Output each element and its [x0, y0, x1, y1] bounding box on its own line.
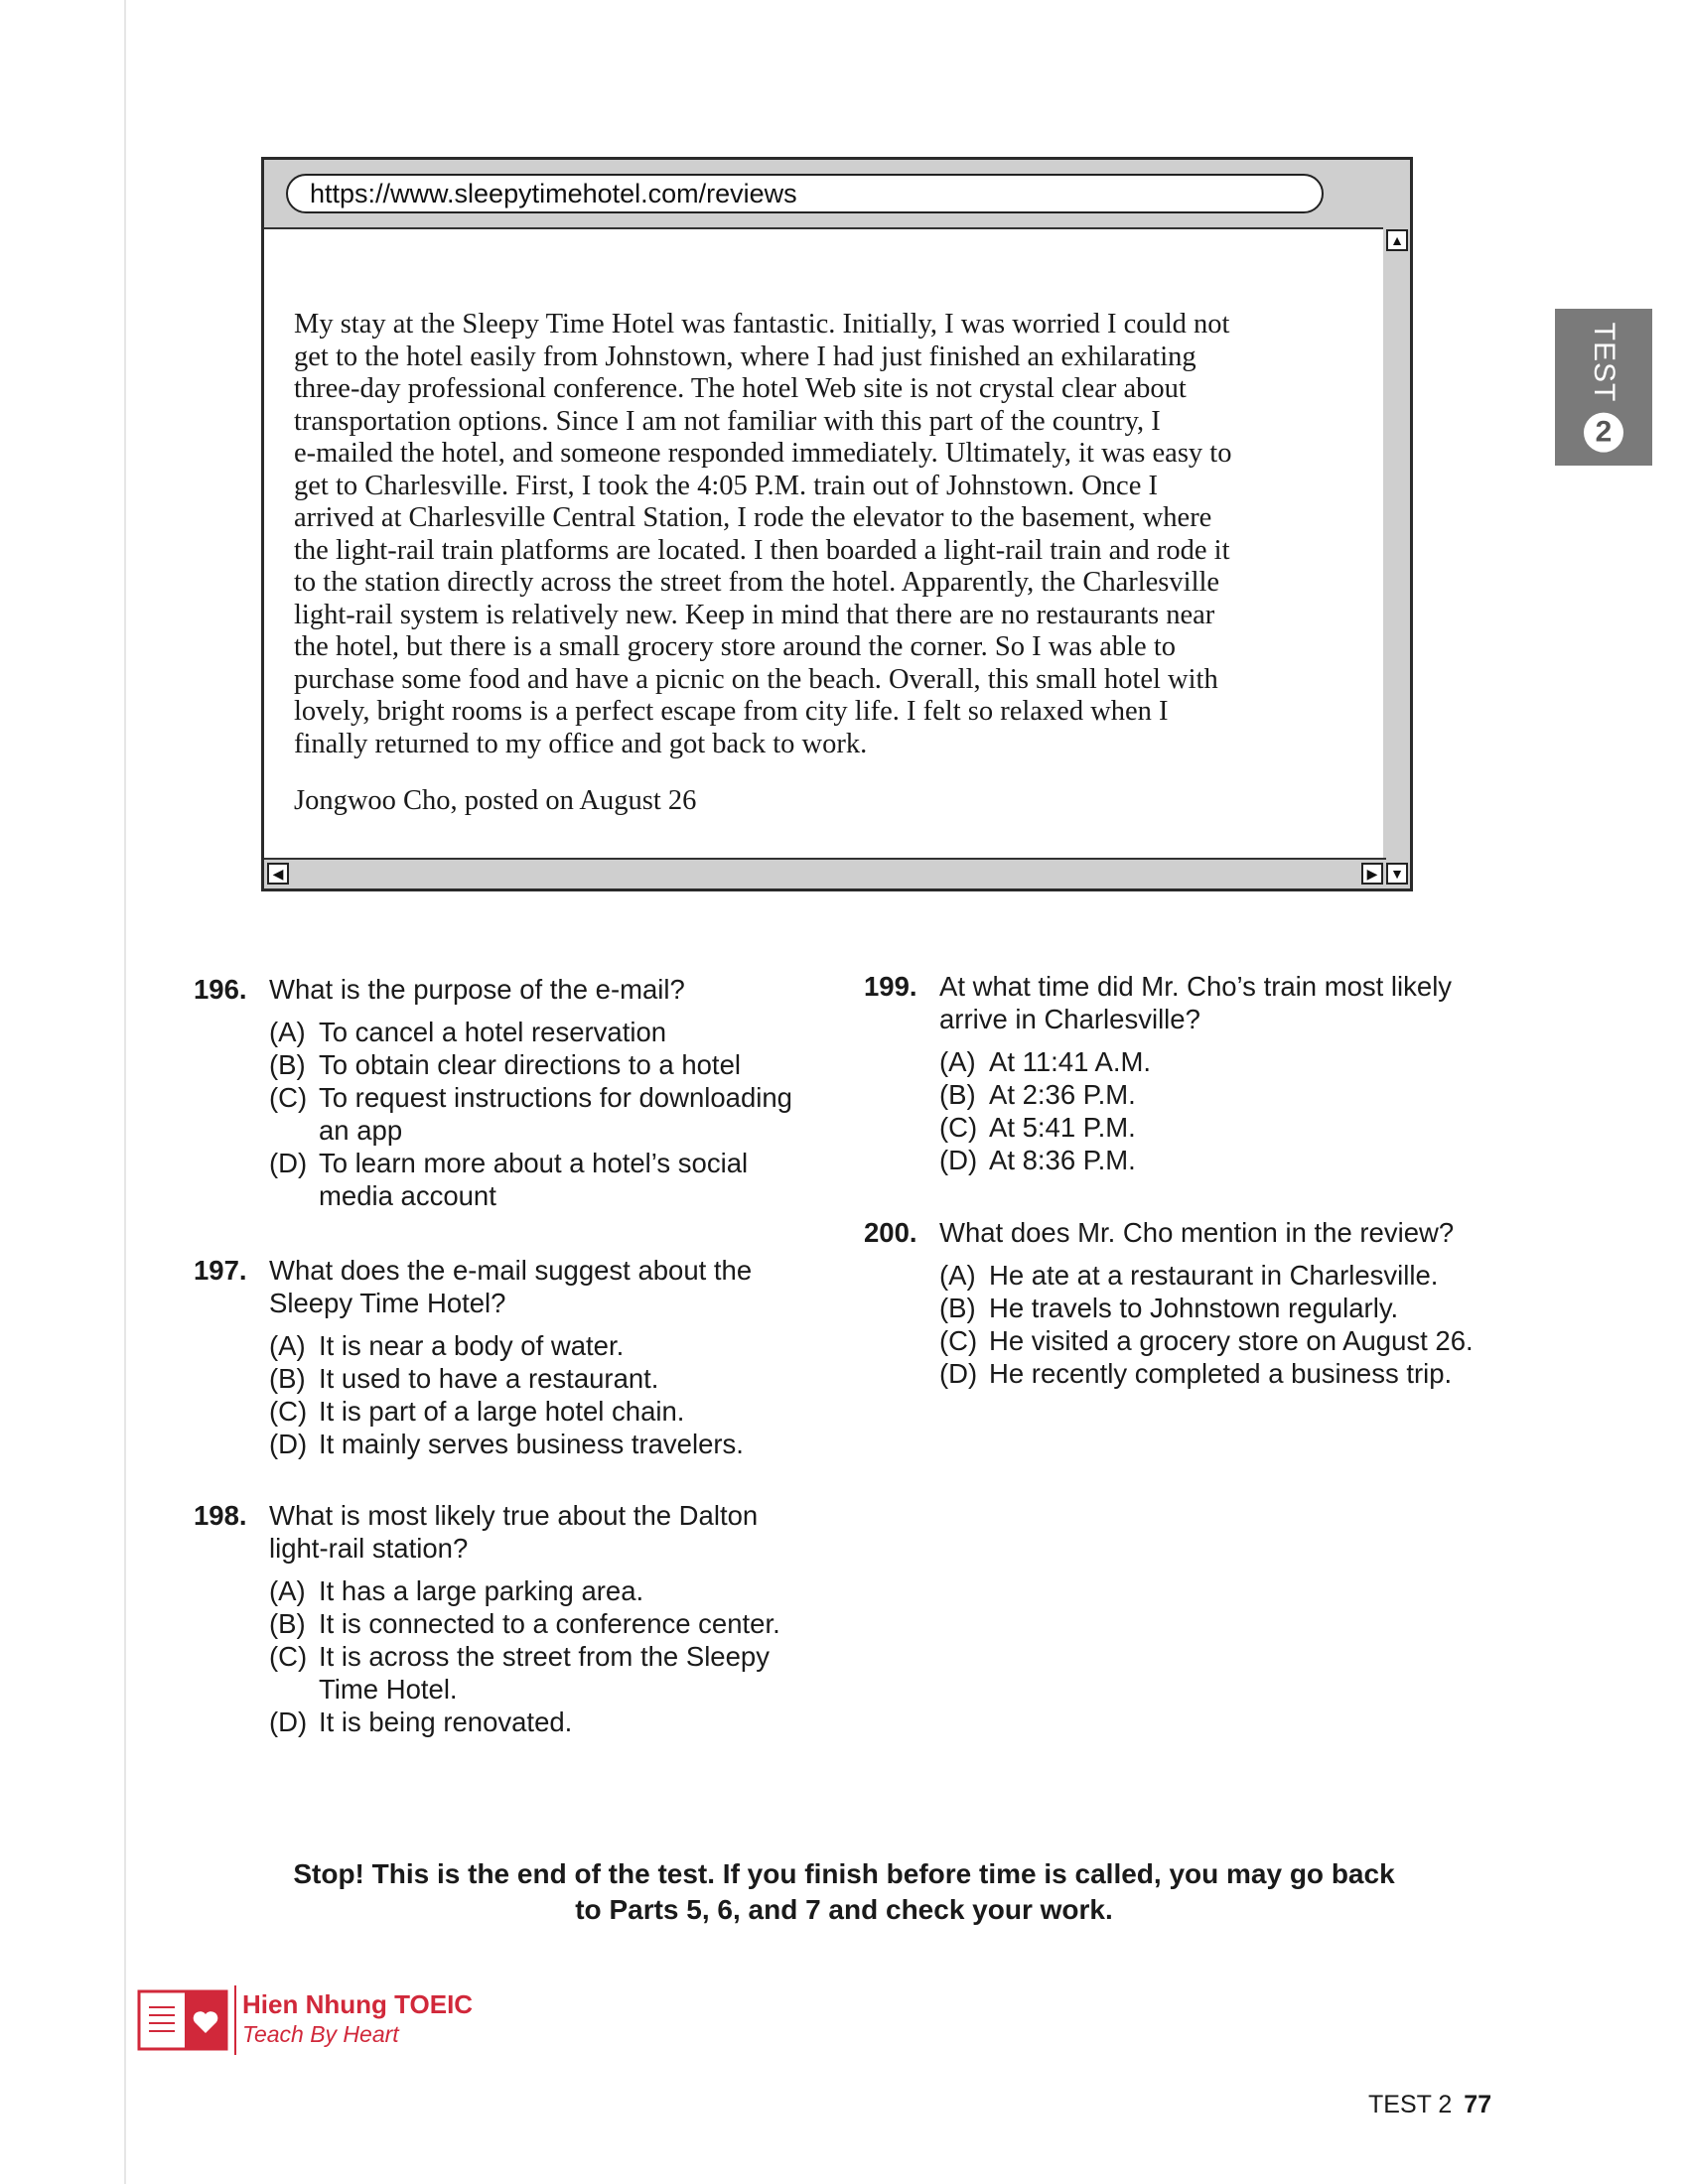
answer-option[interactable]	[269, 1607, 819, 1640]
question-text: What does Mr. Cho mention in the review?	[939, 1217, 1455, 1248]
review-line: e-mailed the hotel, and someone responded immediately. Ultimately, it was easy to	[294, 438, 1232, 469]
answer-option[interactable]	[269, 1016, 819, 1048]
option-text: It is near a body of water.	[319, 1330, 625, 1361]
option-letter: (A)	[269, 1330, 306, 1361]
option-letter: (A)	[269, 1575, 306, 1606]
answer-option[interactable]	[269, 1048, 819, 1081]
option-letter: (A)	[939, 1260, 976, 1291]
option-text: To request instructions for downloading an app	[319, 1082, 792, 1146]
vertical-scrollbar[interactable]	[1383, 227, 1410, 858]
answer-options	[194, 1574, 819, 1738]
answer-option[interactable]	[939, 1144, 1479, 1176]
option-text: He travels to Johnstown regularly.	[989, 1293, 1399, 1323]
book-heart-icon	[137, 1987, 228, 2053]
question-199	[864, 970, 1479, 1176]
test-side-tab-content	[1584, 323, 1623, 453]
question-text: What is most likely true about the Dalton light-rail station?	[269, 1500, 759, 1564]
option-text: It is part of a large hotel chain.	[319, 1396, 685, 1427]
option-text: He recently completed a business trip.	[989, 1358, 1453, 1389]
answer-options	[194, 1329, 819, 1460]
option-text: To cancel a hotel reservation	[319, 1017, 667, 1047]
option-letter: (D)	[939, 1145, 978, 1175]
option-letter: (C)	[269, 1082, 308, 1113]
answer-option[interactable]	[269, 1147, 819, 1212]
option-letter: (C)	[939, 1325, 978, 1356]
address-row	[264, 160, 1410, 227]
answer-option[interactable]	[269, 1329, 819, 1362]
review-line: finally returned to my office and got back to work.	[294, 728, 868, 759]
review-line: get to Charlesville. First, I took the 4:05 P.M. train out of Johnstown. Once I	[294, 470, 1158, 501]
stop-instructions: Stop! This is the end of the test. If you finish before time is called, you may go back to Parts 5, 6, and 7 and check your work.	[293, 1858, 1395, 1925]
review-line: the light-rail train platforms are located. I then boarded a light-rail train and rode it	[294, 534, 1230, 566]
option-text: At 8:36 P.M.	[989, 1145, 1136, 1175]
option-text: To obtain clear directions to a hotel	[319, 1049, 741, 1080]
question-text: At what time did Mr. Cho’s train most likely arrive in Charlesville?	[939, 971, 1453, 1034]
answer-option[interactable]	[939, 1045, 1479, 1078]
footer-label: TEST 2	[1368, 2091, 1453, 2118]
test-tab-number: 2	[1584, 412, 1623, 452]
scroll-down-icon[interactable]: ▼	[1386, 863, 1408, 885]
review-viewport	[264, 227, 1386, 858]
logo-name: Hien Nhung TOEIC	[242, 1989, 474, 2019]
option-letter: (D)	[269, 1706, 308, 1737]
option-text: At 11:41 A.M.	[989, 1046, 1152, 1077]
answer-option[interactable]	[269, 1574, 819, 1607]
answer-options	[194, 1016, 819, 1212]
question-number: 199.	[864, 971, 917, 1002]
answer-option[interactable]	[939, 1357, 1479, 1390]
review-line: transportation options. Since I am not familiar with this part of the country, I	[294, 405, 1161, 437]
browser-window	[261, 157, 1413, 891]
option-letter: (D)	[939, 1358, 978, 1389]
option-text: He visited a grocery store on August 26.	[989, 1325, 1474, 1356]
option-letter: (B)	[939, 1293, 976, 1323]
option-letter: (D)	[269, 1148, 308, 1178]
answer-option[interactable]	[269, 1428, 819, 1460]
question-number: 197.	[194, 1255, 247, 1286]
review-line: get to the hotel easily from Johnstown, where I had just finished an exhilarating	[294, 341, 1196, 372]
review-signature: Jongwoo Cho, posted on August 26	[294, 785, 697, 816]
answer-option[interactable]	[939, 1324, 1479, 1357]
option-text: It is being renovated.	[319, 1706, 573, 1737]
answer-options	[864, 1045, 1479, 1176]
answer-options	[864, 1259, 1479, 1390]
test-tab-label: TEST	[1588, 322, 1620, 403]
question-number: 196.	[194, 974, 247, 1005]
answer-option[interactable]	[939, 1078, 1479, 1111]
answer-option[interactable]	[939, 1259, 1479, 1292]
review-line: lovely, bright rooms is a perfect escape from city life. I felt so relaxed when I	[294, 696, 1169, 727]
option-letter: (D)	[269, 1429, 308, 1459]
scroll-left-icon[interactable]: ◀	[267, 863, 289, 885]
option-letter: (B)	[939, 1079, 976, 1110]
review-line: purchase some food and have a picnic on the beach. Overall, this small hotel with	[294, 663, 1218, 695]
option-text: At 2:36 P.M.	[989, 1079, 1136, 1110]
question-200	[864, 1216, 1479, 1390]
option-text: He ate at a restaurant in Charlesville.	[989, 1260, 1439, 1291]
scroll-right-icon[interactable]: ▶	[1361, 863, 1383, 885]
option-text: It is connected to a conference center.	[319, 1608, 780, 1639]
question-198	[194, 1499, 819, 1738]
page-left-rule	[124, 0, 126, 2184]
logo-divider	[234, 1985, 236, 2055]
review-text	[294, 309, 1356, 760]
review-line: arrived at Charlesville Central Station, I rode the elevator to the basement, where	[294, 502, 1212, 533]
page-number: 77	[1464, 2091, 1492, 2118]
option-text: At 5:41 P.M.	[989, 1112, 1136, 1143]
answer-option[interactable]	[269, 1081, 819, 1147]
review-line: the hotel, but there is a small grocery store around the corner. So I was able to	[294, 631, 1176, 662]
option-text: It is across the street from the Sleepy Time Hotel.	[319, 1641, 770, 1705]
answer-option[interactable]	[939, 1111, 1479, 1144]
answer-option[interactable]	[939, 1292, 1479, 1324]
question-197	[194, 1254, 819, 1460]
answer-option[interactable]	[269, 1395, 819, 1428]
option-letter: (C)	[269, 1641, 308, 1672]
address-bar[interactable]: https://www.sleepytimehotel.com/reviews	[286, 174, 1324, 213]
answer-option[interactable]	[269, 1706, 819, 1738]
option-letter: (A)	[939, 1046, 976, 1077]
option-letter: (C)	[269, 1396, 308, 1427]
test-side-tab	[1555, 309, 1652, 466]
answer-option[interactable]	[269, 1640, 819, 1706]
review-line: to the station directly across the street from the hotel. Apparently, the Charlesville	[294, 567, 1220, 598]
review-line: My stay at the Sleepy Time Hotel was fantastic. Initially, I was worried I could not	[294, 309, 1230, 340]
option-text: It used to have a restaurant.	[319, 1363, 659, 1394]
option-letter: (C)	[939, 1112, 978, 1143]
question-number: 200.	[864, 1217, 917, 1248]
review-line: three-day professional conference. The hotel Web site is not crystal clear about	[294, 373, 1187, 404]
option-letter: (A)	[269, 1017, 306, 1047]
scroll-up-icon[interactable]: ▲	[1386, 229, 1408, 251]
option-letter: (B)	[269, 1363, 306, 1394]
option-letter: (B)	[269, 1608, 306, 1639]
option-text: It mainly serves business travelers.	[319, 1429, 744, 1459]
answer-option[interactable]	[269, 1362, 819, 1395]
question-text: What does the e-mail suggest about the Sleepy Time Hotel?	[269, 1255, 753, 1318]
option-letter: (B)	[269, 1049, 306, 1080]
question-number: 198.	[194, 1500, 247, 1531]
logo-tagline: Teach By Heart	[242, 2021, 399, 2047]
option-text: It has a large parking area.	[319, 1575, 644, 1606]
review-line: light-rail system is relatively new. Keep in mind that there are no restaurants near	[294, 599, 1215, 630]
question-196	[194, 973, 819, 1212]
horizontal-scrollbar[interactable]	[264, 858, 1386, 888]
page-footer	[1368, 2091, 1491, 2119]
question-text: What is the purpose of the e-mail?	[269, 974, 685, 1005]
option-text: To learn more about a hotel’s social media account	[319, 1148, 749, 1211]
